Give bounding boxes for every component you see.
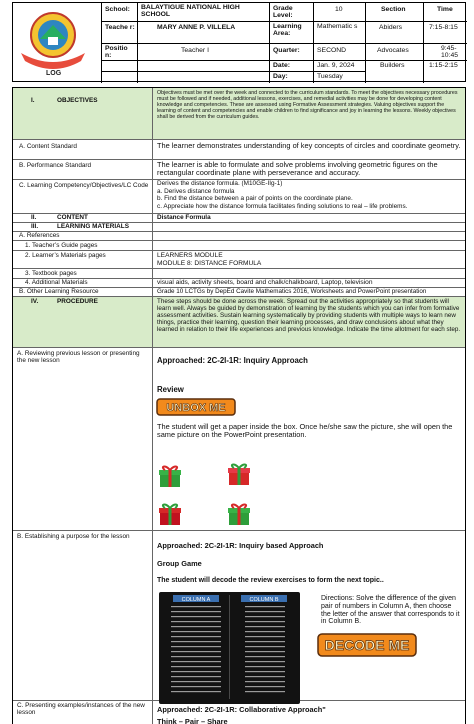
step-b-group: Group Game bbox=[157, 559, 202, 568]
tg-row bbox=[13, 241, 465, 251]
references-label: A. References bbox=[19, 232, 60, 239]
content-row bbox=[13, 214, 465, 223]
grade-label: Grade Level: bbox=[273, 5, 293, 20]
procedure-label: PROCEDURE bbox=[57, 298, 98, 305]
school-value: BALAYTIGUE NATIONAL HIGH SCHOOL bbox=[141, 4, 240, 19]
svg-text:UNBOX ME: UNBOX ME bbox=[166, 402, 226, 414]
lm-value-2: MODULE 8: DISTANCE FORMULA bbox=[157, 260, 262, 267]
section-3: Builders bbox=[380, 62, 405, 69]
time-2: 9:45-10:45 bbox=[441, 45, 459, 60]
step-b-instruction: The student will decode the review exercises to form the next topic.. bbox=[157, 577, 384, 584]
other-value: Grade 10 LCTGs by DepEd Cavite Mathematics 2016, Worksheets and PowerPoint presentation bbox=[157, 288, 427, 295]
decode-columns-panel bbox=[159, 592, 300, 704]
add-value: visual aids, activity sheets, board and chalk/chalkboard, Laptop, television bbox=[157, 279, 373, 286]
quarter-label: Quarter: bbox=[273, 47, 300, 54]
date-value: Jan. 9, 2024 bbox=[317, 62, 355, 69]
objectives-row bbox=[13, 88, 465, 140]
decode-me-badge bbox=[317, 633, 417, 657]
tb-row bbox=[13, 269, 465, 279]
objectives-label: OBJECTIVES bbox=[57, 97, 98, 104]
time-1: 7:15-8:15 bbox=[429, 24, 458, 31]
competency-label: C. Learning Competency/Objectives/LC Code bbox=[19, 182, 149, 189]
time-3: 1:15-2:15 bbox=[429, 62, 458, 69]
green-gift-icon bbox=[157, 463, 183, 489]
step-b-approach: Approached: 2C-2I-1R: Inquiry based Approach bbox=[157, 541, 324, 550]
red-gift-2-icon bbox=[157, 501, 183, 527]
procedure-text: These steps should be done across the week. Spread out the activities appropriately so that students will learn well. Always be guided by demonstration of learning by the students which you can infer from formative assessment activities. Sustain learning systematically by providing students with multiple ways to learn new things, practice their learning, question their learning processes, and draw conclusions about what they learned in relation to their life experiences and previous knowledge. Indicate the time allotment for each step. bbox=[157, 298, 461, 334]
competency-line-1: Derives the distance formula. (M10GE-IIg-1) bbox=[157, 180, 283, 187]
objectives-num: I. bbox=[31, 97, 35, 104]
lm-row bbox=[13, 251, 465, 269]
content-standard-row bbox=[13, 140, 465, 160]
svg-text:DECODE ME: DECODE ME bbox=[324, 637, 410, 653]
lm-label: 2. Learner’s Materials pages bbox=[25, 252, 106, 259]
competency-line-4: c. Appreciate how the distance formula facilitates finding solutions to real – life problems. bbox=[157, 202, 408, 210]
dll-header bbox=[12, 2, 466, 82]
objectives-text: Objectives must be met over the week and connected to the curriculum standards. To meet the objectives necessary procedures must be followed and if needed, additional lessons, exercises, and remedial activities may be done for developing content knowledge and competencies. These are assessed using Formative Assessment strategies. Valuing objectives support the learning of content and competencies and enable children to find significance and joy in learning the lessons. Weekly objectives shall be derived from the curriculum guides. bbox=[157, 90, 458, 120]
content-label: CONTENT bbox=[57, 214, 88, 221]
procedure-row bbox=[13, 297, 465, 348]
step-a-review: Review bbox=[157, 385, 184, 394]
step-c-approach: Approached: 2C-2I-1R: Collaborative Approach" bbox=[157, 705, 326, 714]
quarter-value: SECOND bbox=[317, 47, 347, 54]
position-label: Positio n: bbox=[105, 45, 128, 60]
other-row bbox=[13, 288, 465, 297]
area-value: Mathematic s bbox=[317, 23, 358, 30]
competency-line-2: a. Derives distance formula bbox=[157, 187, 235, 195]
unbox-me-badge bbox=[156, 398, 236, 416]
header-grid bbox=[101, 3, 467, 82]
step-a-approach: Approached: 2C-2I-1R: Inquiry Approach bbox=[157, 356, 308, 365]
performance-standard-text: The learner is able to formulate and solve problems involving geometric figures on the rectangular coordinate plane with perseverance and accuracy. bbox=[157, 160, 438, 177]
svg-text:LOG: LOG bbox=[46, 70, 62, 77]
teacher-label: Teache r: bbox=[105, 24, 135, 31]
time-header: Time bbox=[437, 6, 453, 13]
content-text: Distance Formula bbox=[157, 214, 211, 221]
step-a-label: A. Reviewing previous lesson or presenting the new lesson bbox=[17, 350, 140, 365]
step-c-next: Think – Pair – Share bbox=[157, 717, 228, 724]
performance-standard-row bbox=[13, 160, 465, 180]
green-gift-2-icon bbox=[226, 501, 252, 527]
step-c-row bbox=[13, 701, 465, 724]
content-num: II. bbox=[31, 214, 37, 221]
day-label: Day: bbox=[273, 73, 288, 80]
competency-line-3: b. Find the distance between a pair of points on the coordinate plane. bbox=[157, 195, 353, 202]
svg-text:COLUMN B: COLUMN B bbox=[249, 597, 279, 603]
decode-columns-graphic bbox=[159, 592, 300, 704]
add-label: 4. Additional Materials bbox=[25, 279, 88, 286]
svg-text:COLUMN A: COLUMN A bbox=[181, 597, 211, 603]
tg-label: 1. Teacher’s Guide pages bbox=[25, 242, 98, 249]
add-row bbox=[13, 279, 465, 288]
references-row bbox=[13, 232, 465, 241]
resources-row bbox=[13, 223, 465, 232]
lm-value-1: LEARNERS MODULE bbox=[157, 252, 223, 259]
step-a-text: The student will get a paper inside the box. Once he/she saw the picture, she will open the same picture on the PowerPoint presentation. bbox=[157, 422, 453, 439]
step-b-directions: Directions: Solve the difference of the given pair of numbers in Column A, then choose the letter of the answer that corresponds to it in Column B. bbox=[321, 595, 460, 626]
position-value: Teacher I bbox=[181, 47, 209, 54]
school-label: School: bbox=[105, 6, 130, 13]
resources-num: III. bbox=[31, 223, 39, 230]
teacher-value: MARY ANNE P. VILLELA bbox=[157, 24, 236, 31]
grade-value: 10 bbox=[335, 6, 343, 13]
tb-label: 3. Textbook pages bbox=[25, 270, 77, 277]
step-c-label: C. Presenting examples/instances of the new lesson bbox=[17, 702, 145, 717]
competency-row bbox=[13, 180, 465, 214]
section-1: Abiders bbox=[379, 24, 403, 31]
date-label: Date: bbox=[273, 62, 290, 69]
section-header: Section bbox=[381, 6, 406, 13]
content-standard-label: A. Content Standard bbox=[19, 143, 77, 150]
step-b-label: B. Establishing a purpose for the lesson bbox=[17, 533, 130, 540]
day-value: Tuesday bbox=[317, 73, 343, 80]
school-logo bbox=[15, 9, 95, 79]
other-label: B. Other Learning Resource bbox=[19, 288, 99, 295]
procedure-num: IV. bbox=[31, 298, 39, 305]
performance-standard-label: B. Performance Standard bbox=[19, 162, 92, 169]
red-gift-icon bbox=[226, 461, 252, 487]
area-label: Learning Area: bbox=[273, 23, 302, 38]
section-2: Advocates bbox=[377, 47, 409, 54]
content-standard-text: The learner demonstrates understanding of key concepts of circles and coordinate geometry. bbox=[157, 141, 461, 150]
resources-label: LEARNING MATERIALS bbox=[57, 223, 129, 230]
